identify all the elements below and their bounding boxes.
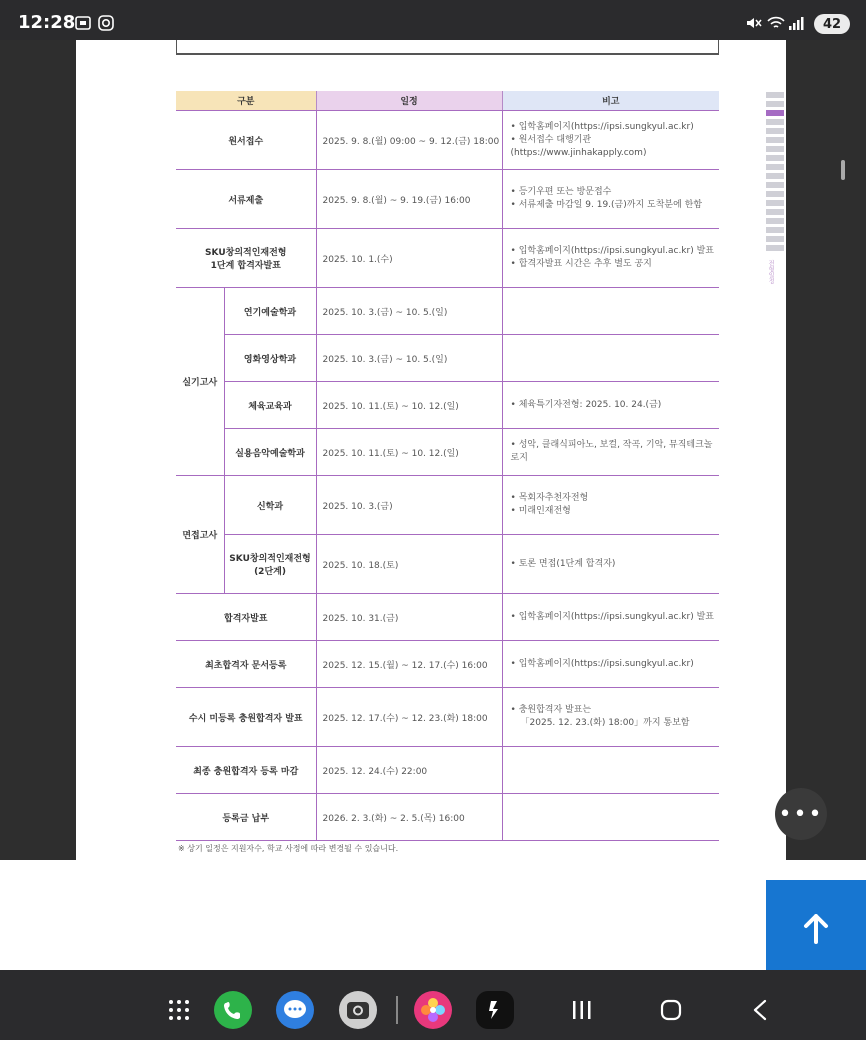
more-options-label: ••• [778,801,824,827]
row-label: 신학과 [224,476,316,535]
table-row [176,688,719,747]
note-item: • 성악, 클래식피아노, 보컬, 작곡, 기악, 뮤직테크놀로지 [511,439,720,465]
dark-app-icon[interactable] [476,991,514,1029]
header-notes: 비고 [502,91,719,111]
row-label-line: SKU창의적인재전형 [205,248,287,258]
note-item: • 원서접수 대행기관(https://www.jinhakapply.com) [511,134,720,160]
footnote: ※ 상기 일정은 지원자수, 학교 사정에 따라 변경될 수 있습니다. [178,844,399,853]
section-tab[interactable] [766,182,784,188]
note-item: • 입학홈페이지(https://ipsi.sungkyul.ac.kr) 발표 [511,611,720,624]
section-tab[interactable] [766,128,784,134]
row-date: 2025. 10. 3.(금) ~ 10. 5.(일) [316,335,502,382]
table-row [176,535,719,594]
row-date: 2025. 9. 8.(월) ~ 9. 19.(금) 16:00 [316,170,502,229]
scroll-to-top-button[interactable] [766,880,866,978]
note-item: • 합격자발표 시간은 추후 별도 공지 [511,258,720,271]
table-row [176,476,719,535]
row-label: 등록금 납부 [176,794,316,841]
table-row [176,335,719,382]
section-tab[interactable] [766,119,784,125]
table-row [176,641,719,688]
section-tab[interactable] [766,200,784,206]
section-tab[interactable] [766,218,784,224]
gallery-app-icon[interactable] [414,991,452,1029]
table-row [176,594,719,641]
messages-app-icon[interactable] [276,991,314,1029]
viewer-right-margin [786,40,846,860]
group-label-interview: 면접고사 [176,476,224,594]
schedule-table [176,91,719,841]
apps-grid-icon[interactable] [168,999,190,1021]
wifi-icon [766,14,786,32]
row-label: 서류제출 [176,170,316,229]
arrow-up-icon [802,914,830,944]
header-schedule: 일정 [316,91,502,111]
row-label: 합격자발표 [176,594,316,641]
section-tab[interactable] [766,191,784,197]
row-label-line: 1단계 합격자발표 [210,261,281,271]
section-tab[interactable] [766,227,784,233]
row-date: 2025. 10. 11.(토) ~ 10. 12.(일) [316,429,502,476]
more-options-button[interactable] [775,788,827,840]
table-row [176,382,719,429]
row-label [176,229,316,288]
note-item: • 충원합격자 발표는 [511,704,720,717]
row-notes [502,382,719,429]
row-label-line: SKU창의적인재전형 [229,554,311,564]
row-date: 2025. 12. 24.(수) 22:00 [316,747,502,794]
row-notes [502,794,719,841]
row-date: 2025. 10. 3.(금) [316,476,502,535]
section-tab-index [766,92,784,254]
row-notes [502,170,719,229]
navigation-bar [0,970,866,1040]
table-row [176,288,719,335]
section-tab[interactable] [766,92,784,98]
row-notes [502,641,719,688]
note-item: • 입학홈페이지(https://ipsi.sungkyul.ac.kr) [511,658,720,671]
clock: 12:28 [18,12,76,33]
note-item: • 체육특기자전형: 2025. 10. 24.(금) [511,399,720,412]
row-notes [502,288,719,335]
section-tab[interactable] [766,146,784,152]
table-row [176,429,719,476]
note-item: • 입학홈페이지(https://ipsi.sungkyul.ac.kr) 발표 [511,245,720,258]
screenshot-icon [74,14,92,32]
section-tab[interactable] [766,137,784,143]
section-tab[interactable] [766,164,784,170]
row-notes [502,747,719,794]
schedule-table-container [176,91,719,841]
note-item: • 미래인재전형 [511,505,720,518]
instagram-icon [97,14,115,32]
scrollbar-thumb[interactable] [841,160,845,180]
viewer-blank-area [0,860,866,970]
section-tab[interactable] [766,173,784,179]
note-continuation: 「2025. 12. 23.(화) 18:00」까지 통보함 [520,718,690,728]
table-header-row [176,91,719,111]
row-label-line: (2단계) [254,567,286,577]
section-tab[interactable] [766,236,784,242]
row-date: 2025. 10. 3.(금) ~ 10. 5.(일) [316,288,502,335]
row-notes [502,335,719,382]
row-notes [502,476,719,535]
row-label: 연기예술학과 [224,288,316,335]
note-item: • 서류제출 마감일 9. 19.(금)까지 도착분에 한함 [511,199,720,212]
row-notes [502,594,719,641]
row-label: 영화영상학과 [224,335,316,382]
section-tab[interactable] [766,101,784,107]
row-date: 2025. 12. 17.(수) ~ 12. 23.(화) 18:00 [316,688,502,747]
battery-icon [814,14,850,34]
note-item: • 토론 면접(1단계 합격자) [511,558,720,571]
row-label: 수시 미등록 충원합격자 발표 [176,688,316,747]
row-notes [502,535,719,594]
row-date: 2025. 10. 11.(토) ~ 10. 12.(일) [316,382,502,429]
header-category: 구분 [176,91,316,111]
section-tab[interactable] [766,209,784,215]
section-tab[interactable] [766,245,784,251]
row-notes [502,688,719,747]
battery-level: 42 [822,16,842,32]
table-row [176,747,719,794]
row-label [224,535,316,594]
row-label: 체육교육과 [224,382,316,429]
row-label: 최초합격자 문서등록 [176,641,316,688]
table-row [176,794,719,841]
mute-icon [744,14,762,32]
signal-icon [788,14,804,32]
section-tab-active[interactable] [766,110,784,116]
section-tab[interactable] [766,155,784,161]
row-label: 실용음악예술학과 [224,429,316,476]
row-date: 2025. 10. 18.(토) [316,535,502,594]
phone-app-icon[interactable] [214,991,252,1029]
camera-app-icon[interactable] [339,991,377,1029]
row-notes [502,111,719,170]
group-label-practical: 실기고사 [176,288,224,476]
table-row [176,229,719,288]
recents-button[interactable] [571,1000,593,1020]
row-notes [502,429,719,476]
row-date: 2025. 9. 8.(월) 09:00 ~ 9. 12.(금) 18:00 [316,111,502,170]
note-item: • 등기우편 또는 방문접수 [511,186,720,199]
side-section-label: 전형일정 [767,260,774,284]
row-label: 원서접수 [176,111,316,170]
row-date: 2025. 10. 31.(금) [316,594,502,641]
home-button[interactable] [660,999,682,1021]
row-label: 최종 충원합격자 등록 마감 [176,747,316,794]
top-bracket-line [176,40,719,55]
dock-divider [396,996,398,1024]
viewer-left-margin [20,40,76,860]
row-date: 2026. 2. 3.(화) ~ 2. 5.(목) 16:00 [316,794,502,841]
note-item: • 입학홈페이지(https://ipsi.sungkyul.ac.kr) [511,121,720,134]
row-date: 2025. 10. 1.(수) [316,229,502,288]
row-notes [502,229,719,288]
table-row [176,170,719,229]
row-date: 2025. 12. 15.(월) ~ 12. 17.(수) 16:00 [316,641,502,688]
back-button[interactable] [752,999,768,1021]
table-row [176,111,719,170]
note-item: • 목회자추천자전형 [511,492,720,505]
